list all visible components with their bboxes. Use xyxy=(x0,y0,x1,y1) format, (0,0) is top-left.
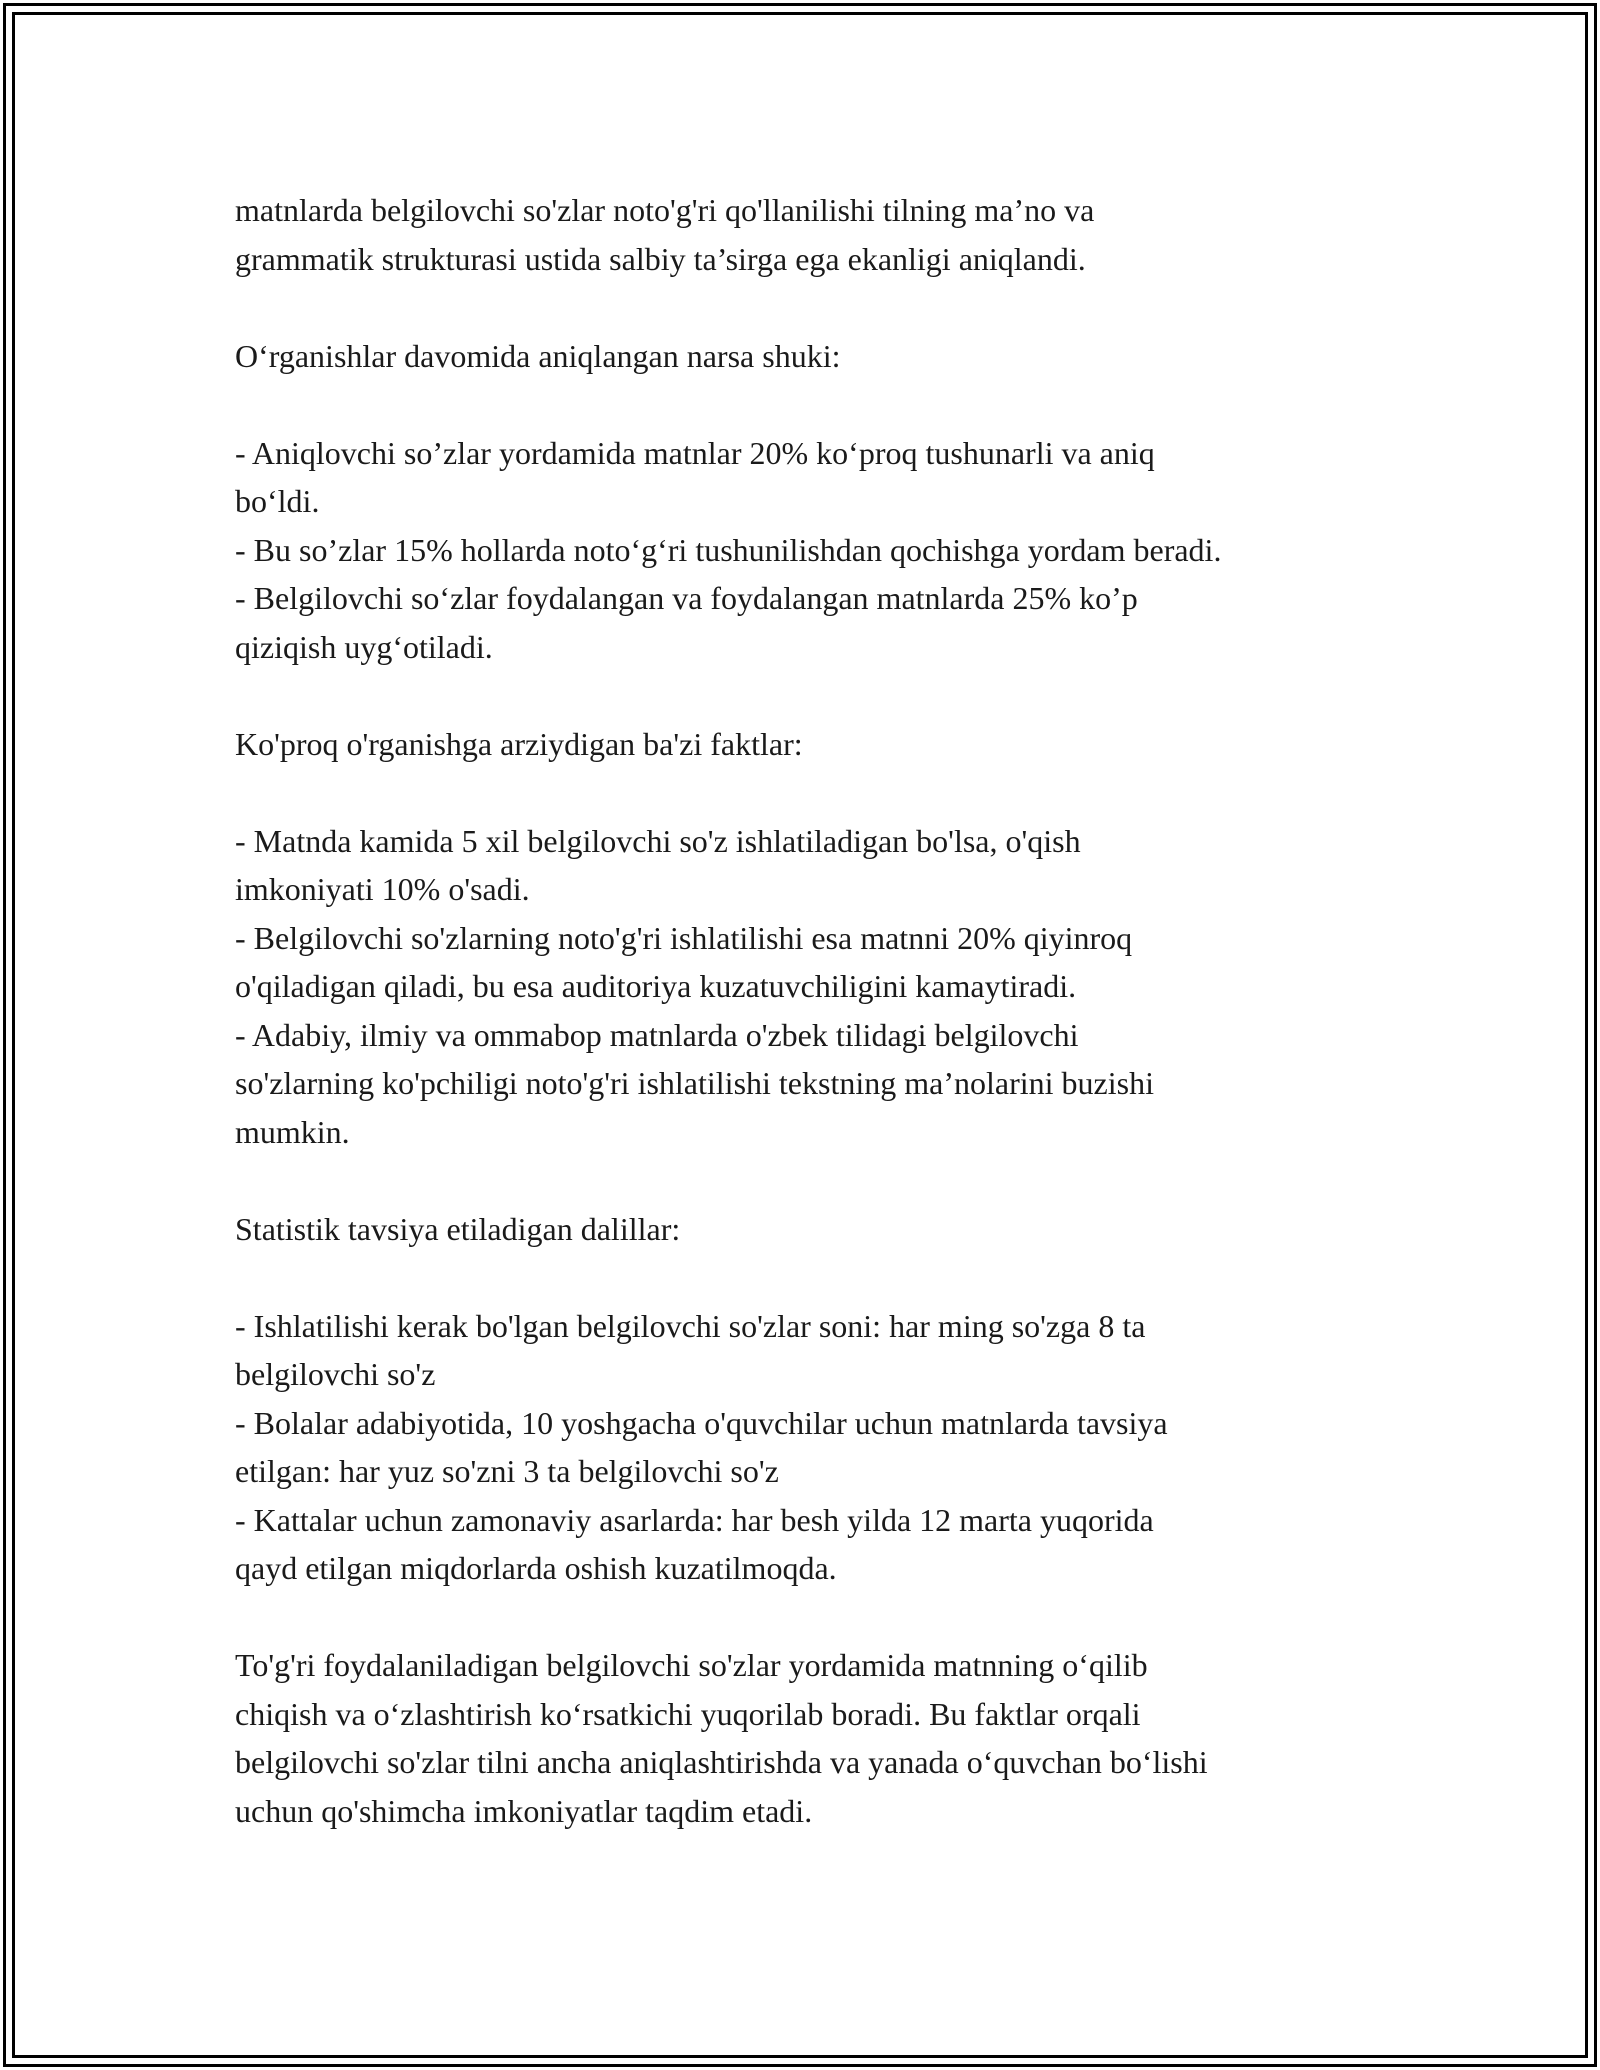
list-line: mumkin. xyxy=(235,1113,350,1150)
text-line: To'g'ri foydalaniladigan belgilovchi so'zlar yordamida matnning o‘qilib xyxy=(235,1647,1148,1683)
paragraph-gap xyxy=(235,283,1385,332)
section-heading: Ko'proq o'rganishga arziydigan ba'zi faktlar: xyxy=(235,725,803,762)
section-findings xyxy=(235,332,1385,672)
list-line: o'qiladigan qiladi, bu esa auditoriya kuzatuvchiligini kamaytiradi. xyxy=(235,968,1077,1004)
list-line: - Aniqlovchi so’zlar yordamida matnlar 20% ko‘proq tushunarli va aniq xyxy=(235,434,1155,471)
conclusion-paragraph xyxy=(235,1641,1385,1835)
list-line: - Kattalar uchun zamonaviy asarlarda: har besh yilda 12 marta yuqorida xyxy=(235,1501,1154,1538)
list-line: - Belgilovchi so'zlarning noto'g'ri ishlatilishi esa matnni 20% qiyinroq xyxy=(235,919,1133,956)
paragraph-gap xyxy=(235,380,1385,429)
paragraph-gap xyxy=(235,671,1385,720)
intro-paragraph xyxy=(235,186,1385,283)
text-line: matnlarda belgilovchi so'zlar noto'g'ri qo'llanilishi tilning ma’no va xyxy=(235,192,1095,228)
list-line: etilgan: har yuz so'zni 3 ta belgilovchi so'z xyxy=(235,1453,779,1489)
section-heading: O‘rganishlar davomida aniqlangan narsa shuki: xyxy=(235,337,841,374)
document-body xyxy=(235,186,1385,1835)
list-line: bo‘ldi. xyxy=(235,483,320,519)
list-line: qayd etilgan miqdorlarda oshish kuzatilmoqda. xyxy=(235,1550,837,1586)
list-line: qiziqish uyg‘otiladi. xyxy=(235,628,493,665)
text-line: belgilovchi so'zlar tilni ancha aniqlashtirishda va yanada o‘quvchan bo‘lishi xyxy=(235,1744,1208,1780)
list-line: - Bu so’zlar 15% hollarda noto‘g‘ri tushunilishdan qochishga yordam beradi. xyxy=(235,531,1222,568)
text-line: grammatik strukturasi ustida salbiy ta’sirga ega ekanligi aniqlandi. xyxy=(235,240,1086,277)
list-line: - Bolalar adabiyotida, 10 yoshgacha o'quvchilar uchun matnlarda tavsiya xyxy=(235,1404,1168,1441)
text-line: chiqish va o‘zlashtirish ko‘rsatkichi yuqorilab boradi. Bu faktlar orqali xyxy=(235,1695,1141,1732)
list-line: - Ishlatilishi kerak bo'lgan belgilovchi so'zlar soni: har ming so'zga 8 ta xyxy=(235,1307,1146,1344)
list-line: - Matnda kamida 5 xil belgilovchi so'z ishlatiladigan bo'lsa, o'qish xyxy=(235,822,1081,859)
section-facts xyxy=(235,720,1385,1157)
section-statistics xyxy=(235,1205,1385,1593)
list-line: imkoniyati 10% o'sadi. xyxy=(235,871,530,907)
list-line: so'zlarning ko'pchiligi noto'g'ri ishlatilishi tekstning ma’nolarini buzishi xyxy=(235,1065,1154,1101)
paragraph-gap xyxy=(235,1156,1385,1205)
text-line: uchun qo'shimcha imkoniyatlar taqdim etadi. xyxy=(235,1792,813,1829)
list-line: - Adabiy, ilmiy va ommabop matnlarda o'zbek tilidagi belgilovchi xyxy=(235,1016,1079,1053)
section-heading: Statistik tavsiya etiladigan dalillar: xyxy=(235,1210,681,1247)
paragraph-gap xyxy=(235,1593,1385,1642)
paragraph-gap xyxy=(235,768,1385,817)
list-line: - Belgilovchi so‘zlar foydalangan va foydalangan matnlarda 25% ko’p xyxy=(235,580,1138,616)
paragraph-gap xyxy=(235,1253,1385,1302)
list-line: belgilovchi so'z xyxy=(235,1356,436,1392)
